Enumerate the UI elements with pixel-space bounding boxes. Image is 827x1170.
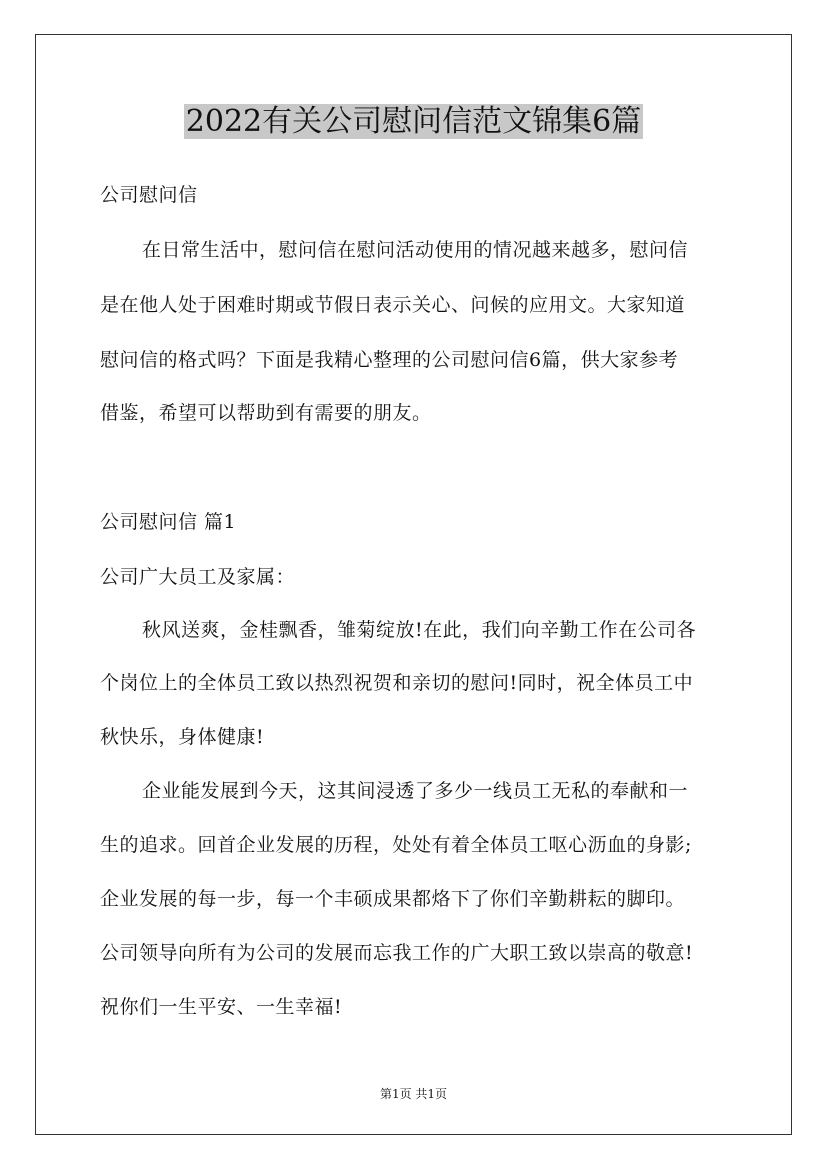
paragraph-line: 生的追求。回首企业发展的历程，处处有着全体员工呕心沥血的身影; [100,834,692,856]
paragraph-line: 公司领导向所有为公司的发展而忘我工作的广大职工致以崇高的敬意! [100,942,694,964]
document-title: 2022有关公司慰问信范文锦集6篇 [185,104,642,139]
intro-line: 是在他人处于困难时期或节假日表示关心、问候的应用文。大家知道 [100,294,686,316]
letter-salutation: 公司广大员工及家属： [100,566,296,588]
paragraph-line: 秋风送爽，金桂飘香，雏菊绽放!在此，我们向辛勤工作在公司各 [142,619,697,641]
paragraph-line: 企业能发展到今天，这其间浸透了多少一线员工无私的奉献和一 [142,780,689,802]
intro-line: 在日常生活中，慰问信在慰问活动使用的情况越来越多，慰问信 [142,239,689,261]
intro-line: 慰问信的格式吗？下面是我精心整理的公司慰问信6篇，供大家参考 [100,349,679,371]
letter-heading: 公司慰问信 篇1 [100,511,237,533]
paragraph-line: 个岗位上的全体员工致以热烈祝贺和亲切的慰问!同时，祝全体员工中 [100,672,694,694]
page-footer: 第1页 共1页 [379,1087,448,1101]
section-heading: 公司慰问信 [100,184,198,206]
paragraph-line: 秋快乐，身体健康! [100,726,265,748]
paragraph-line: 企业发展的每一步，每一个丰硕成果都烙下了你们辛勤耕耘的脚印。 [100,888,686,910]
paragraph-line: 祝你们一生平安、一生幸福! [100,996,343,1018]
intro-line: 借鉴，希望可以帮助到有需要的朋友。 [100,402,432,424]
